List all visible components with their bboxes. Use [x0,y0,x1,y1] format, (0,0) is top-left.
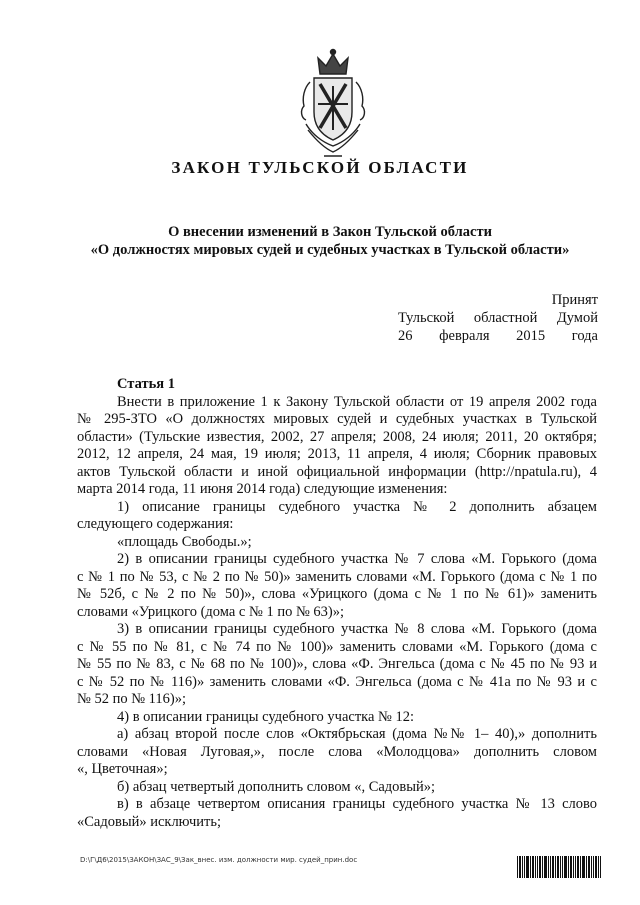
adopted-word: Думой [556,310,598,326]
adopted-word: февраля [439,328,490,344]
text-line: с № 55 по № 81, с № 74 по № 100)» заменить словами «М. Горького (дома с [77,638,597,655]
adopted-word: 2015 [516,328,546,344]
text-line: 3) в описании границы судебного участка № 8 слова «М. Горького (дома [117,621,597,637]
text-line: «площадь Свободы.»; [117,533,252,550]
text-line: № 52 по № 116)»; [77,691,186,707]
coat-of-arms-icon [298,48,368,164]
file-path: D:\Г\Д6\2015\ЗАКОН\ЗАС_9\Зак_внес. изм. должности мир. судей_прин.doc [80,856,358,864]
law-subtitle-line-2: «О должностях мировых судей и судебных участках в Тульской области» [90,242,570,258]
text-line: 4) в описании границы судебного участка № 12: [117,708,415,725]
article-heading: Статья 1 [117,376,175,392]
adopted-word: 26 [398,328,413,344]
text-line: с № 52 по № 116)» заменить словами «Ф. Энгельса (дома с № 41а по № 93 и с [77,673,597,690]
adoption-block [398,291,598,345]
law-subtitle-line-1: О внесении изменений в Закон Тульской области [168,224,492,240]
text-line: № 52б, с № 2 по № 50)», слова «Урицкого (дома с № 1 по № 61)» заменить [77,586,597,602]
adopted-date [398,327,598,345]
article-body [77,376,597,831]
text-line: «, Цветочная»; [77,761,168,777]
text-line: словами «Урицкого (дома с № 1 по № 63)»; [77,603,345,620]
barcode-icon [517,856,601,878]
text-line: Внести в приложение 1 к Закону Тульской области от 19 апреля 2002 года [117,393,597,410]
text-line: 1) описание границы судебного участка № 2 дополнить абзацем [117,498,597,515]
text-line: области» (Тульские известия, 2002, 27 апреля; 2008, 24 июля; 2011, 20 октября; [77,428,597,445]
text-line: словами «Новая Луговая,», после слова «Молодцова» дополнить словом [77,743,597,760]
text-line: актов Тульской области и иной официальной информации (http://npatula.ru), 4 [77,463,597,480]
law-title: ЗАКОН ТУЛЬСКОЙ ОБЛАСТИ [171,158,469,177]
text-line: № 295-ЗТО «О должностях мировых судей и судебных участках в Тульской [77,411,597,427]
adopted-label: Принят [551,292,598,308]
adopted-word: областной [473,310,538,326]
text-line: а) абзац второй после слов «Октябрьская (дома №№ 1– 40),» дополнить [117,726,597,742]
text-line: марта 2014 года, 11 июня 2014 года) следующие изменения: [77,481,448,497]
text-line: б) абзац четвертый дополнить словом «, Садовый»; [117,778,436,795]
adopted-word: года [571,328,598,344]
text-line: 2) в описании границы судебного участка № 7 слова «М. Горького (дома [117,551,597,567]
text-line: следующего содержания: [77,516,234,532]
text-line: «Садовый» исключить; [77,813,221,830]
text-line: № 55 по № 83, с № 68 по № 100)», слова «Ф. Энгельса (дома с № 45 по № 93 и [77,656,597,672]
adopted-by [398,309,598,327]
text-line: с № 1 по № 53, с № 2 по № 50)» заменить словами «М. Горького (дома с № 1 по [77,568,597,585]
text-line: в) в абзаце четвертом описания границы судебного участка № 13 слово [117,796,597,812]
adopted-word: Тульской [398,310,455,326]
text-line: 2012, 12 апреля, 24 мая, 19 июля; 2013, 11 апреля, 4 июля; Сборник правовых [77,446,597,462]
